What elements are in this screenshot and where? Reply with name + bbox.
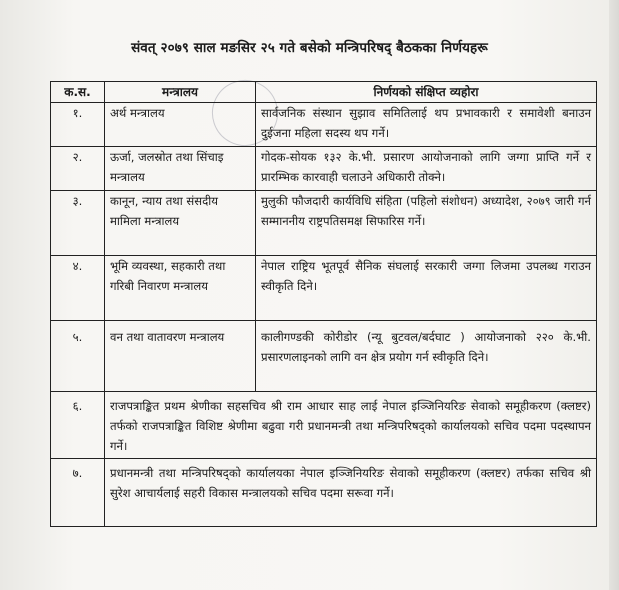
table-row [51,321,597,392]
row-decision: कालीगण्डकी कोरीडोर (न्यू बुटवल/बर्दघाट ) आयोजनाको २२० के.भी. प्रसारणलाइनको लागि वन क्षेत्र प्रयोग गर्न स्वीकृति दिने। [256,321,597,392]
document-title: संवत् २०७९ साल मङसिर २५ गते बसेको मन्त्रिपरिषद् बैठकका निर्णयहरू [131,40,488,56]
table-row [51,392,597,459]
header-ministry: मन्त्रालय [105,82,256,103]
row-serial: ७. [51,459,105,527]
row-decision: नेपाल राष्ट्रिय भूतपूर्व सैनिक संघलाई सरकारी जग्गा लिजमा उपलब्ध गराउन स्वीकृति दिने। [256,256,597,321]
table-row [51,256,597,321]
row-serial: ६. [51,392,105,459]
table-row [51,103,597,147]
row-ministry: अर्थ मन्त्रालय [105,103,256,147]
row-decision: गोदक-सोयक १३२ के.भी. प्रसारण आयोजनाको लागि जग्गा प्राप्ति गर्ने र प्रारम्भिक कारवाही चलाउने अधिकारी तोक्ने। [256,147,597,191]
row-ministry: भूमि व्यवस्था, सहकारी तथा गरिबी निवारण मन्त्रालय [105,256,256,321]
header-decision: निर्णयको संक्षिप्त व्यहोरा [256,82,597,103]
table-row [51,191,597,256]
row-serial: ५. [51,321,105,392]
table-row [51,459,597,527]
row-serial: ४. [51,256,105,321]
row-decision: सार्वजनिक संस्थान सुझाव समितिलाई थप प्रभावकारी र समावेशी बनाउन दुईजना महिला सदस्य थप गर्ने। [256,103,597,147]
row-merged-decision: राजपत्राङ्कित प्रथम श्रेणीका सहसचिव श्री राम आधार साह लाई नेपाल इञ्जिनियरिङ सेवाको समूहीकरण (क्लष्टर) तर्फको राजपत्राङ्कित विशिष्ट श्रेणीमा बढुवा गरी प्रधानमन्त्री तथा मन्त्रिपरिषद्को कार्यालयको सचिव पदमा पदस्थापन गर्ने। [105,392,597,459]
row-ministry: वन तथा वातावरण मन्त्रालय [105,321,256,392]
table-header-row [51,82,597,103]
row-decision: मुलुकी फौजदारी कार्यविधि संहिता (पहिलो संशोधन) अध्यादेश, २०७९ जारी गर्न सम्माननीय राष्ट्रपतिसमक्ष सिफारिस गर्ने। [256,191,597,256]
row-serial: ३. [51,191,105,256]
row-merged-decision: प्रधानमन्त्री तथा मन्त्रिपरिषद्को कार्यालयका नेपाल इञ्जिनियरिङ सेवाको समूहीकरण (क्लष्टर) तर्फका सचिव श्री सुरेश आचार्यलाई सहरी विकास मन्त्रालयको सचिव पदमा सरूवा गर्ने। [105,459,597,527]
page-edge-shadow [609,0,619,590]
row-serial: १. [51,103,105,147]
decisions-table [50,81,597,527]
table-row [51,147,597,191]
row-ministry: ऊर्जा, जलस्रोत तथा सिंचाइ मन्त्रालय [105,147,256,191]
row-serial: २. [51,147,105,191]
row-ministry: कानून, न्याय तथा संसदीय मामिला मन्त्रालय [105,191,256,256]
header-serial: क.स. [51,82,105,103]
